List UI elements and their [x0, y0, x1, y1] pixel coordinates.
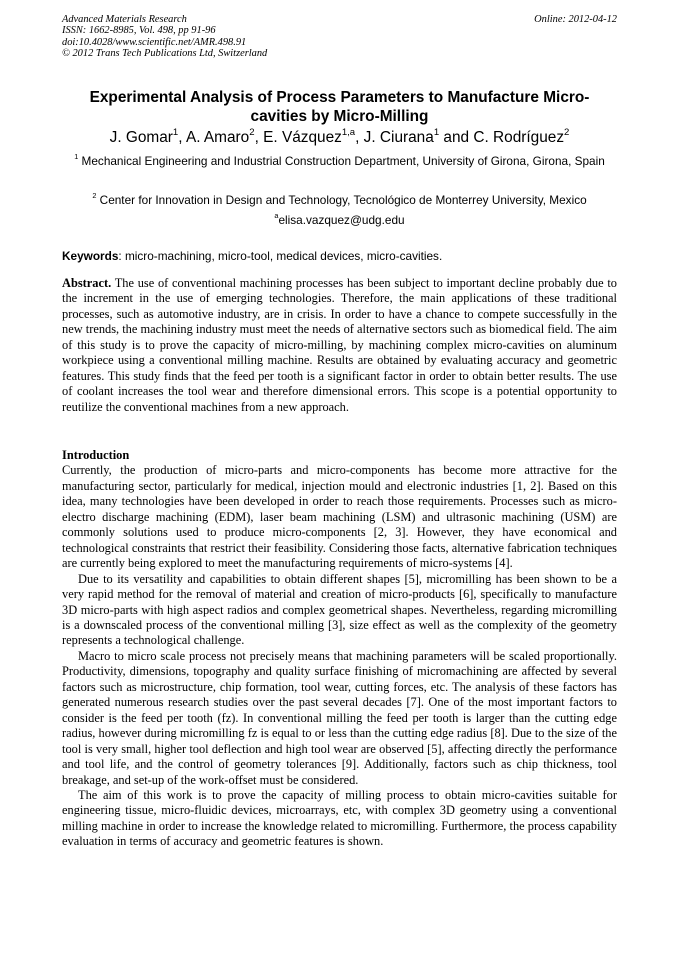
- keywords: [62, 249, 617, 264]
- affiliation-text: Mechanical Engineering and Industrial Construction Department, University of Girona, Girona, Spain: [78, 154, 605, 168]
- corresponding-email: [62, 213, 617, 228]
- author-name: J. Gomar: [109, 129, 173, 146]
- paragraph: Macro to micro scale process not precisely means that machining parameters will be scaled proportionally. Productivity, dimensions, topography and quality surface finishing of micromachining are affected by several factors such as microstructure, chip formation, tool wear, cutting forces, etc. The analysis of these factors has generated numerous research studies over the past several decades [7]. One of the most important factors to consider is the feed per tooth (fz). In conventional milling the feed per tooth is larger than the cutting edge radius, however during micromilling fz is equal to or less than the cutting edge radius [8]. Due to the size of the tool is very small, higher tool deflection and high tool wear are observed [5], affecting directly the performance and tool life, and the control of geometry tolerances [9]. Additionally, factors such as chip thickness, tool breakage, and set-up of the work-offset must be considered.: [62, 648, 617, 787]
- affiliation-1: [62, 154, 617, 170]
- author-affiliation-mark: 1: [172, 126, 179, 138]
- author-affiliation-mark: 1,a: [341, 126, 356, 138]
- abstract-label: Abstract.: [62, 276, 112, 290]
- affiliation-2: [62, 193, 617, 209]
- affiliation-text: Center for Innovation in Design and Technology, Tecnológico de Monterrey University, Mexico: [96, 193, 587, 207]
- author-list: [62, 128, 617, 148]
- paragraph: Due to its versatility and capabilities to obtain different shapes [5], micromilling has been shown to be a very rapid method for the removal of material and creation of micro-products [6], specifically to manufacture 3D micro-parts with high aspect radios and complex geometrical shapes. Nevertheless, regarding micromilling is a downscaled process of the conventional milling [3], size effect as well as the complexity of the geometry represents a technological challenge.: [62, 571, 617, 648]
- author-separator: and: [439, 129, 474, 146]
- author-affiliation-mark: 1: [433, 126, 440, 138]
- online-date: Online: 2012-04-12: [534, 14, 617, 25]
- author-name: E. Vázquez: [263, 129, 342, 146]
- affiliation-mark: 2: [92, 191, 97, 201]
- author-name: A. Amaro: [185, 129, 250, 146]
- keywords-label: Keywords: [62, 249, 119, 263]
- journal-name: Advanced Materials Research: [62, 14, 187, 25]
- author-name: J. Ciurana: [363, 129, 434, 146]
- abstract: [62, 276, 617, 415]
- email-mark: a: [274, 211, 279, 221]
- abstract-text: The use of conventional machining processes has been subject to important decline probably due to the increment in the use of emerging technologies. Therefore, the main applications of these traditional processes, such as automotive industry, are in crisis. In order to have a chance to compete successfully in the new trends, the machining industry must meet the needs of alternative sectors such as biomedical field. The aim of this study is to prove the capacity of micro-milling, by machining complex micro-cavities on aluminum workpiece using a conventional milling machine. Results are obtained by evaluating accuracy and geometric features. This study finds that the feed per tooth is a significant factor in order to obtain better results. The use of coolant increases the tool wear and therefore dimensional errors. This scope is a potential opportunity to reutilize the conventional machines from a new approach.: [62, 276, 617, 414]
- paragraph: Currently, the production of micro-parts and micro-components has become more attractive for the manufacturing sector, particularly for medical, injection mould and electronic industries [1, 2]. Based on this idea, many technologies have been developed in order to reach those requirements. Processes such as micro-electro discharge machining (EDM), laser beam machining (LSM) and ultrasonic machining (USM) are commonly solutions used to produce micro-components [2, 3]. However, they have economical and technological constraints that restrict their feasibility. Considering those facts, alternative fabrication techniques are currently being explored to meet the manufacturing requirements of micro-systems [4].: [62, 463, 617, 571]
- author-affiliation-mark: 2: [564, 126, 570, 138]
- author-separator: ,: [254, 129, 264, 146]
- journal-issn: ISSN: 1662-8985, Vol. 498, pp 91-96: [62, 25, 216, 37]
- author-affiliation-mark: 2: [249, 126, 255, 138]
- email-address[interactable]: elisa.vazquez@udg.edu: [278, 213, 405, 227]
- journal-copyright: © 2012 Trans Tech Publications Ltd, Switzerland: [62, 47, 268, 59]
- affiliation-mark: 1: [74, 152, 79, 162]
- journal-header: [62, 14, 617, 59]
- journal-doi[interactable]: doi:10.4028/www.scientific.net/AMR.498.91: [62, 36, 247, 48]
- paper-title: Experimental Analysis of Process Parameters to Manufacture Micro-cavities by Micro-Milling: [89, 89, 590, 125]
- author-separator: ,: [355, 129, 364, 146]
- keywords-text: : micro-machining, micro-tool, medical devices, micro-cavities.: [118, 249, 443, 263]
- introduction-section: [62, 448, 617, 850]
- author-separator: ,: [178, 129, 186, 146]
- author-name: C. Rodríguez: [473, 129, 565, 146]
- paragraph: The aim of this work is to prove the capacity of milling process to obtain micro-cavities suitable for engineering tissue, micro-fluidic devices, microarrays, etc, with complex 3D geometry using a conventional milling machine in order to increase the knowledge related to micromilling. Furthermore, the process capability evaluation in terms of accuracy and geometric features is shown.: [62, 787, 617, 849]
- section-heading: Introduction: [62, 448, 130, 462]
